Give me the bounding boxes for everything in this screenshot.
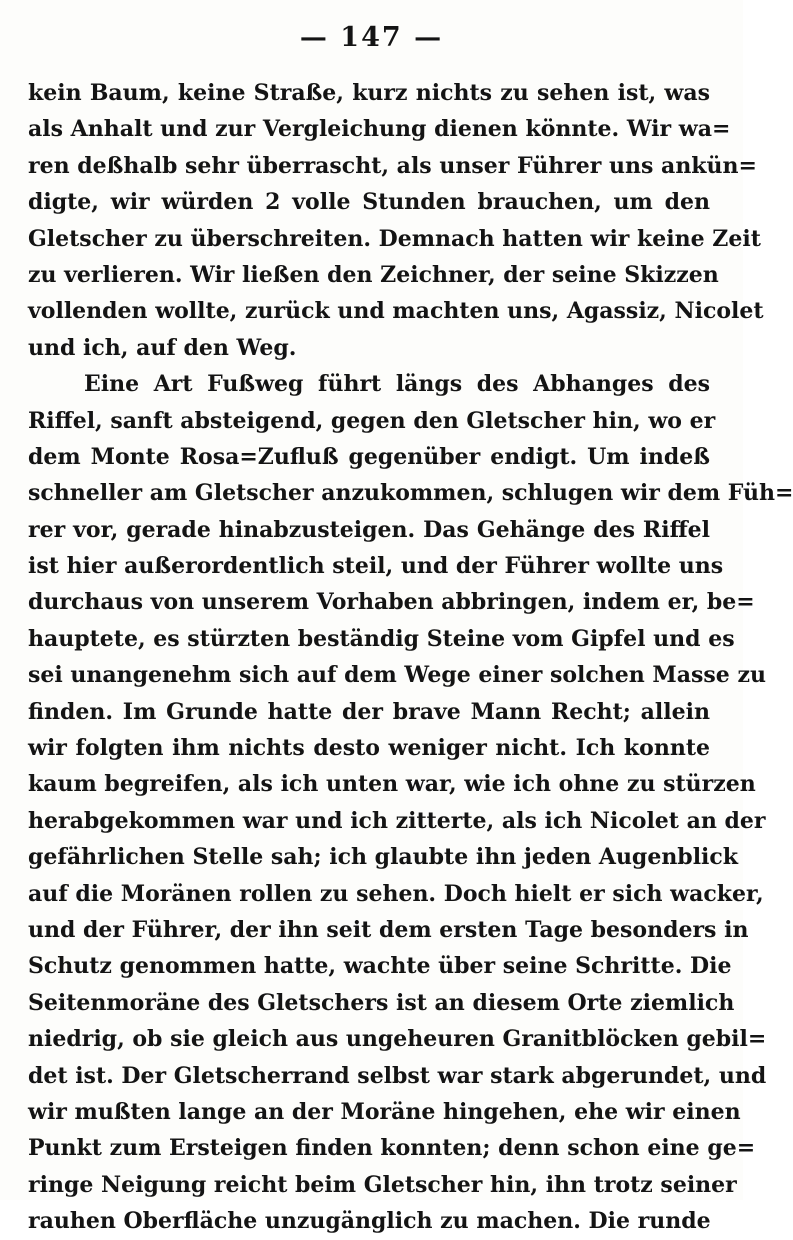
text-line: kein Baum, keine Straße, kurz nichts zu sehen ist, was <box>28 80 710 106</box>
text-line: vollenden wollte, zurück und machten uns, Agassiz, Nicolet <box>28 298 764 325</box>
text-line: schneller am Gletscher anzukommen, schlugen wir dem Füh= <box>28 480 793 507</box>
text-line: Schutz genommen hatte, wachte über seine Schritte. Die <box>28 953 732 980</box>
paragraph-first-line: Eine Art Fußweg führt längs des Abhanges des <box>84 371 710 398</box>
text-line: wir mußten lange an der Moräne hingehen, ehe wir einen <box>28 1098 741 1125</box>
text-line: Seitenmoräne des Gletschers ist an diesem Orte ziemlich <box>28 989 735 1016</box>
text-line: wir folgten ihm nichts desto weniger nicht. Ich konnte <box>28 735 710 762</box>
text-line: dem Monte Rosa=Zufluß gegenüber endigt. Um indeß <box>28 443 710 470</box>
text-line: ren deßhalb sehr überrascht, als unser Führer uns ankün= <box>28 152 757 179</box>
text-line: und ich, auf den Weg. <box>28 334 297 361</box>
text-line: finden. Im Grunde hatte der brave Mann Recht; allein <box>28 698 710 725</box>
text-line: als Anhalt und zur Vergleichung dienen könnte. Wir wa= <box>28 116 731 143</box>
text-line: det ist. Der Gletscherrand selbst war stark abgerundet, und <box>28 1062 767 1089</box>
text-line: Gletscher zu überschreiten. Demnach hatten wir keine Zeit <box>28 225 761 252</box>
text-line: rer vor, gerade hinabzusteigen. Das Gehänge des Riffel <box>28 516 710 543</box>
text-line: hauptete, es stürzten beständig Steine vom Gipfel und es <box>28 625 735 652</box>
text-line: digte, wir würden 2 volle Stunden brauchen, um den <box>28 189 710 216</box>
text-line: herabgekommen war und ich zitterte, als ich Nicolet an der <box>28 807 766 834</box>
text-line: und der Führer, der ihn seit dem ersten Tage besonders in <box>28 916 749 943</box>
text-line: Riffel, sanft absteigend, gegen den Gletscher hin, wo er <box>28 407 716 434</box>
body-text <box>28 75 793 1240</box>
text-line: ist hier außerordentlich steil, und der Führer wollte uns <box>28 553 724 580</box>
text-line: Punkt zum Ersteigen finden konnten; denn schon eine ge= <box>28 1135 756 1162</box>
text-line: rauhen Oberfläche unzugänglich zu machen. Die runde <box>28 1208 711 1235</box>
text-line: sei unangenehm sich auf dem Wege einer solchen Masse zu <box>28 662 766 689</box>
text-line: ringe Neigung reicht beim Gletscher hin, ihn trotz seiner <box>28 1171 737 1198</box>
text-line: gefährlichen Stelle sah; ich glaubte ihn jeden Augenblick <box>28 844 739 871</box>
text-line: auf die Moränen rollen zu sehen. Doch hielt er sich wacker, <box>28 880 764 907</box>
page-number: — 147 — <box>299 22 444 53</box>
text-line: kaum begreifen, als ich unten war, wie ich ohne zu stürzen <box>28 771 756 798</box>
text-line: zu verlieren. Wir ließen den Zeichner, der seine Skizzen <box>28 261 719 288</box>
text-line: durchaus von unserem Vorhaben abbringen, indem er, be= <box>28 589 755 616</box>
text-line: niedrig, ob sie gleich aus ungeheuren Granitblöcken gebil= <box>28 1026 767 1053</box>
